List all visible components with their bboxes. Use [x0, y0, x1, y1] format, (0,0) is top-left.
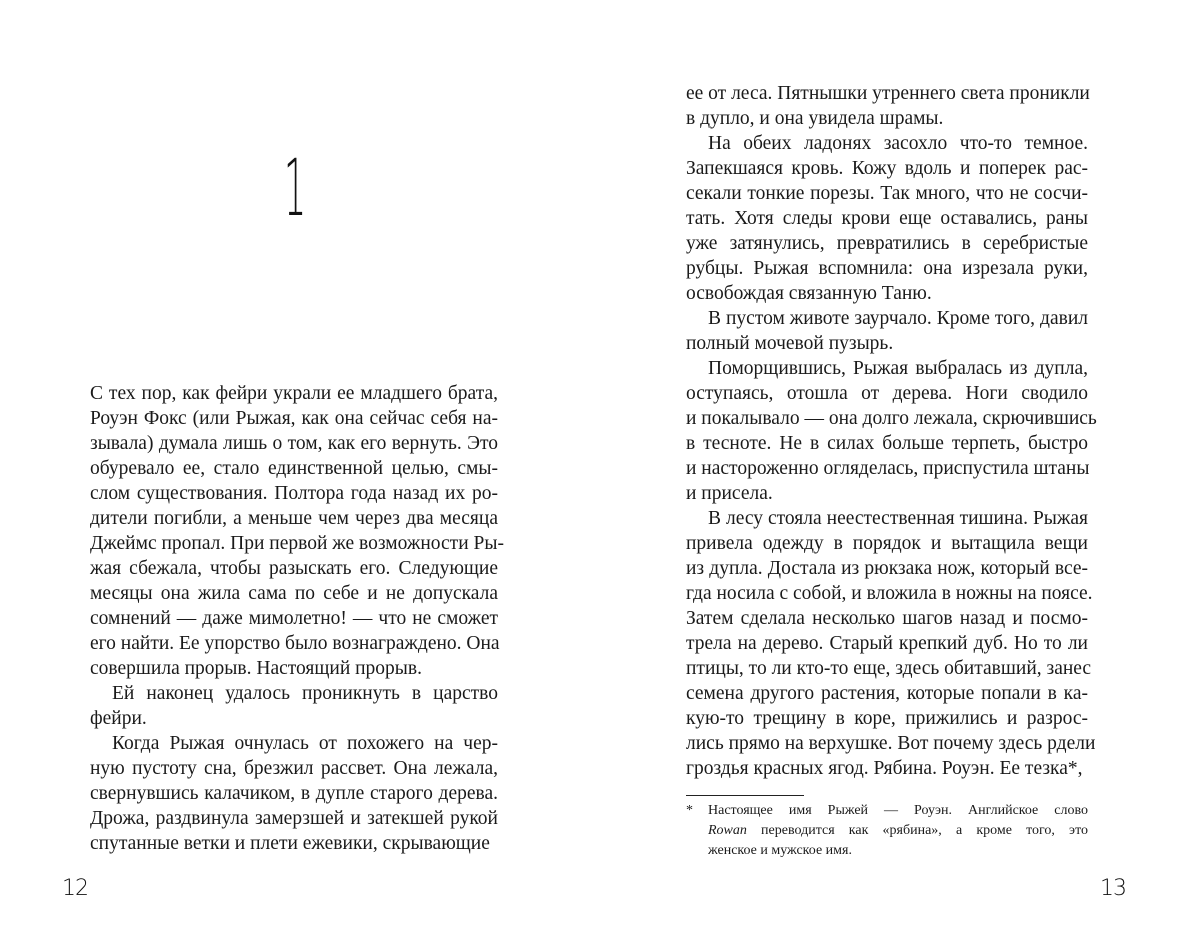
footnote-line: Настоящее имя Рыжей — Роуэн. Английское слово [708, 803, 1088, 818]
footnote [686, 801, 1088, 861]
text-line: С тех пор, как фейри украли ее младшего брата, [90, 383, 498, 404]
paragraph [686, 306, 1088, 356]
text-line: привела одежду в порядок и вытащила вещи [686, 533, 1088, 554]
text-line: жая сбежала, чтобы разыскать его. Следующие [90, 558, 498, 579]
paragraph [686, 506, 1096, 781]
paragraph [686, 81, 1088, 131]
right-page-body-text [686, 81, 1097, 781]
text-line: оступаясь, отошла от дерева. Ноги сводило [686, 383, 1088, 404]
left-page-number: 12 [62, 876, 88, 901]
text-line: свернувшись калачиком, в дупле старого дерева. [90, 783, 498, 804]
paragraph [90, 381, 504, 681]
text-line: Джеймс пропал. При первой же возможности Ры- [90, 533, 504, 554]
text-line: дители погибли, а меньше чем через два месяца [90, 508, 498, 529]
text-line: совершила прорыв. Настоящий прорыв. [90, 658, 422, 679]
left-page [0, 0, 590, 935]
right-page [590, 0, 1181, 935]
text-line: обуревало ее, стало единственной целью, смы- [90, 458, 498, 479]
footnote-line: женское и мужское имя. [708, 843, 852, 858]
text-line: В пустом животе заурчало. Кроме того, давил [708, 308, 1088, 329]
text-line: в тесноте. Не в силах больше терпеть, быстро [686, 433, 1088, 454]
text-line: уже затянулись, превратились в серебристые [686, 233, 1088, 254]
text-line: ную пустоту сна, брезжил рассвет. Она лежала, [90, 758, 498, 779]
footnote-divider [686, 795, 804, 796]
text-line: и присела. [686, 483, 773, 504]
text-line: в дупло, и она увидела шрамы. [686, 108, 944, 129]
text-line: слом существования. Полтора года назад их ро- [90, 483, 498, 504]
text-line: Запекшаяся кровь. Кожу вдоль и поперек рас- [686, 158, 1088, 179]
text-line: его найти. Ее упорство было вознаграждено. Она [90, 633, 500, 654]
text-line: Дрожа, раздвинула замерзшей и затекшей рукой [90, 808, 498, 829]
right-page-number: 13 [1100, 876, 1126, 901]
text-line: Поморщившись, Рыжая выбралась из дупла, [708, 358, 1088, 379]
text-line: и покалывало — она долго лежала, скрючившись [686, 408, 1097, 429]
text-line: ее от леса. Пятнышки утреннего света проникли [686, 83, 1090, 104]
text-line: гда носила с собой, и вложила в ножны на поясе. [686, 583, 1093, 604]
text-line: лись прямо на верхушке. Вот почему здесь рдели [686, 733, 1096, 754]
footnote-italic-word: Rowan [708, 823, 747, 838]
text-line: трела на дерево. Старый крепкий дуб. Но то ли [686, 633, 1088, 654]
paragraph [686, 356, 1097, 506]
footnote-body [708, 801, 1088, 861]
paragraph [90, 731, 498, 856]
text-line: фейри. [90, 708, 147, 729]
text-line: В лесу стояла неестественная тишина. Рыжая [708, 508, 1088, 529]
text-line: спутанные ветки и плети ежевики, скрывающие [90, 833, 490, 854]
text-line: секали тонкие порезы. Так много, что не сосчи- [686, 183, 1088, 204]
text-line: Ей наконец удалось проникнуть в царство [112, 683, 498, 704]
chapter-number: 1 [283, 144, 307, 234]
text-line: зывала) думала лишь о том, как его вернуть. Это [90, 433, 498, 454]
footnote-line [708, 821, 1088, 841]
text-line: Когда Рыжая очнулась от похожего на чер- [112, 733, 498, 754]
paragraph [686, 131, 1088, 306]
text-line: тать. Хотя следы крови еще оставались, раны [686, 208, 1088, 229]
text-line: гроздья красных ягод. Рябина. Роуэн. Ее тезка*, [686, 758, 1083, 779]
text-line: сомнений — даже мимолетно! — что не сможет [90, 608, 498, 629]
text-line: освобождая связанную Таню. [686, 283, 932, 304]
text-line: из дупла. Достала из рюкзака нож, который все- [686, 558, 1088, 579]
text-line: семена другого растения, которые попали в ка- [686, 683, 1088, 704]
text-line: Затем сделала несколько шагов назад и посмо- [686, 608, 1088, 629]
text-line: кую-то трещину в коре, прижились и разрос- [686, 708, 1088, 729]
left-page-body-text [90, 381, 504, 856]
text-line: рубцы. Рыжая вспомнила: она изрезала руки, [686, 258, 1088, 279]
text-line: месяцы она жила сама по себе и не допускала [90, 583, 498, 604]
text-line: и настороженно огляделась, приспустила штаны [686, 458, 1090, 479]
text-line: На обеих ладонях засохло что-то темное. [708, 133, 1088, 154]
text-line: Роуэн Фокс (или Рыжая, как она сейчас себя на- [90, 408, 498, 429]
footnote-line-rest: переводится как «рябина», а кроме того, это [746, 823, 1088, 838]
text-line: птицы, то ли кто-то еще, здесь обитавший, занес [686, 658, 1092, 679]
text-line: полный мочевой пузырь. [686, 333, 894, 354]
paragraph [90, 681, 498, 731]
footnote-mark: * [686, 803, 693, 818]
